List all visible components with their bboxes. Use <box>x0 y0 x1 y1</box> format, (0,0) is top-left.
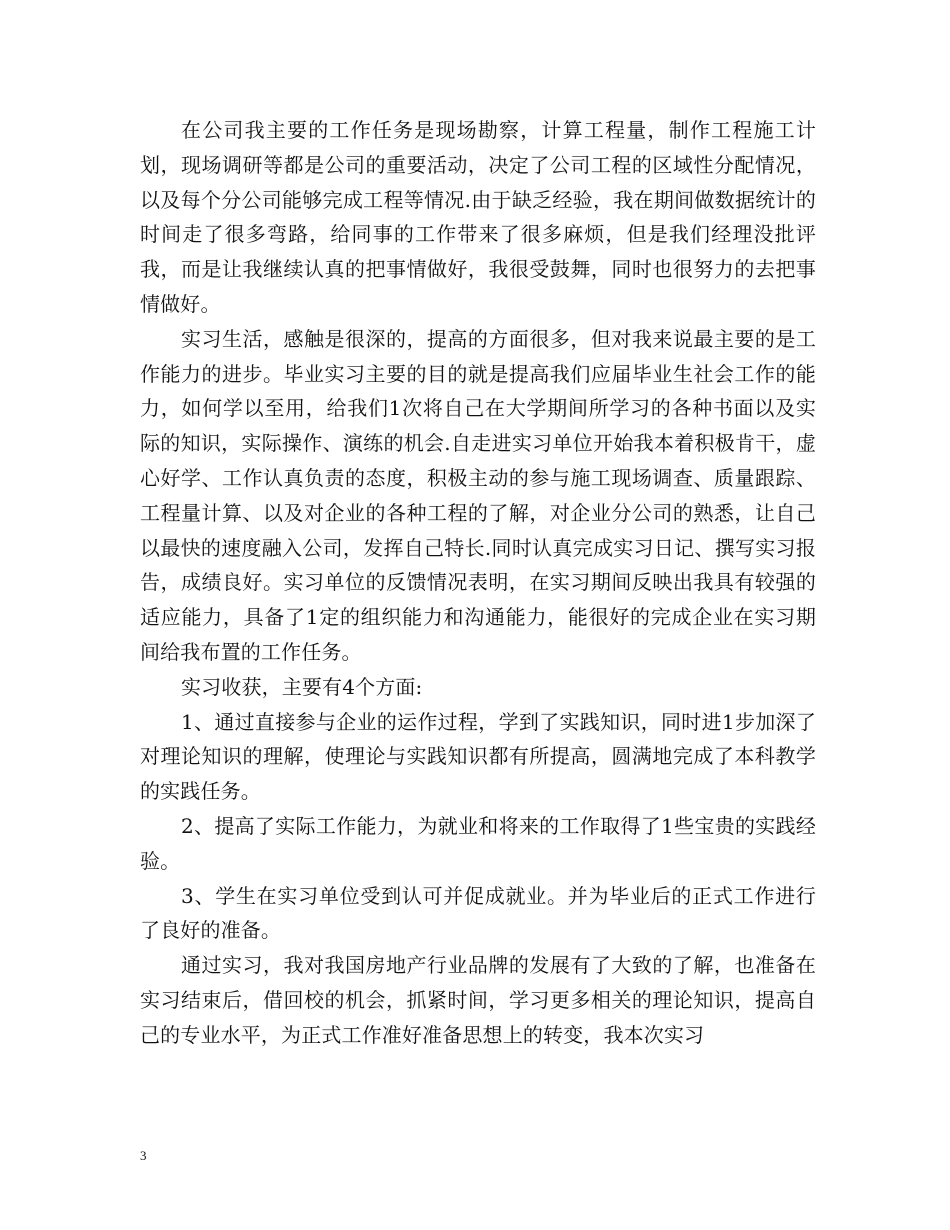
page-number: 3 <box>140 1148 147 1163</box>
paragraph-gains-intro: 实习收获，主要有4个方面: <box>181 674 423 699</box>
paragraph-internship-life: 实习生活，感触是很深的，提高的方面很多，但对我来说最主要的是工作能力的进步。毕业实习主要的目的就是提高我们应届毕业生社会工作的能力，如何学以至用，给我们1次将自己在大学期间所学习的各种书面以及实际的知识，实际操作、演练的机会.自走进实习单位开始我本着积极肯干，虚心好学、工作认真负责的态度，积极主动的参与施工现场调查、质量跟踪、工程量计算、以及对企业的各种工程的了解，对企业分公司的熟悉，让自己以最快的速度融入公司，发挥自己特长.同时认真完成实习日记、撰写实习报告，成绩良好。实习单位的反馈情况表明，在实习期间反映出我具有较强的适应能力，具备了1定的组织能力和沟通能力，能很好的完成企业在实习期间给我布置的工作任务。 <box>140 326 816 664</box>
paragraph-conclusion: 通过实习，我对我国房地产行业品牌的发展有了大致的了解，也准备在实习结束后，借回校的机会，抓紧时间，学习更多相关的理论知识，提高自己的专业水平，为正式工作准好准备思想上的转变，我本次实习 <box>140 953 816 1047</box>
paragraph-gain-2: 2、提高了实际工作能力，为就业和将来的工作取得了1些宝贵的实践经验。 <box>140 813 816 873</box>
paragraph-work-tasks: 在公司我主要的工作任务是现场勘察，计算工程量，制作工程施工计划，现场调研等都是公司的重要活动，决定了公司工程的区域性分配情况，以及每个分公司能够完成工程等情况.由于缺乏经验，我在期间做数据统计的时间走了很多弯路，给同事的工作带来了很多麻烦，但是我们经理没批评我，而是让我继续认真的把事情做好，我很受鼓舞，同时也很努力的去把事情做好。 <box>140 118 816 316</box>
paragraph-gain-1: 1、通过直接参与企业的运作过程，学到了实践知识，同时进1步加深了对理论知识的理解，使理论与实践知识都有所提高，圆满地完成了本科教学的实践任务。 <box>140 709 816 804</box>
document-body <box>140 113 816 1053</box>
paragraph-gain-3: 3、学生在实习单位受到认可并促成就业。并为毕业后的正式工作进行了良好的准备。 <box>140 883 816 943</box>
